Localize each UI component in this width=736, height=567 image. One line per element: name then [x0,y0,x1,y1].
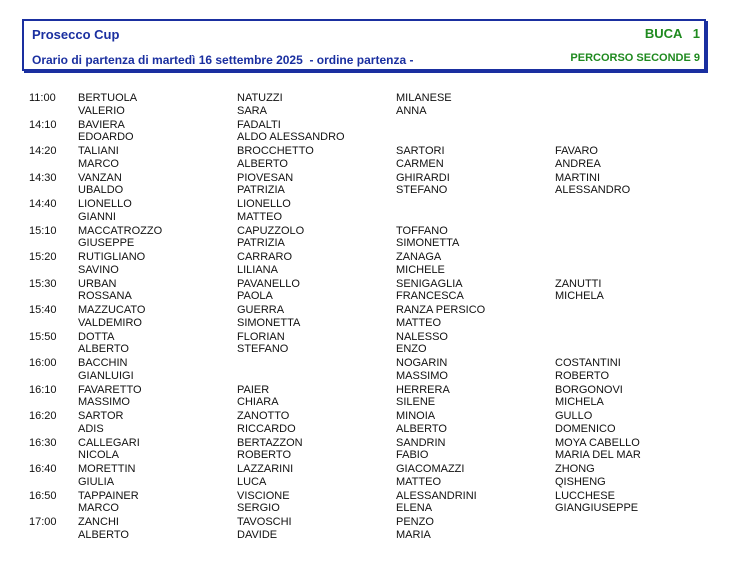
player-last-name: VANZAN [78,171,122,184]
player-entry [396,251,445,276]
tee-time-row [29,490,709,517]
player-first-name: VALDEMIRO [78,316,142,329]
player-last-name: BERTAZZON [237,436,303,449]
player-last-name: MARTINI [555,171,601,184]
player-entry [78,198,132,223]
player-last-name: MILANESE [396,92,452,104]
player-first-name: PAOLA [237,290,273,302]
player-entry [237,490,290,515]
player-last-name: COSTANTINI [555,357,621,369]
player-last-name: RUTIGLIANO [78,251,146,263]
player-last-name: BORGONOVI [555,383,623,396]
player-last-name: FAVARO [555,145,598,157]
player-last-name: GULLO [555,410,593,422]
player-entry [555,490,638,515]
player-entry [396,225,459,250]
player-last-name: CARRARO [237,251,293,263]
player-last-name: ALESSANDRINI [396,489,477,502]
player-entry [396,490,477,515]
player-last-name: ZANAGA [396,251,442,263]
player-last-name: PAVANELLO [237,277,300,290]
player-entry [555,145,601,170]
player-entry [396,410,447,435]
player-last-name: TALIANI [78,145,119,157]
player-last-name: SANDRIN [396,436,446,449]
player-last-name: NOGARIN [396,357,448,369]
tee-time-row [29,331,709,358]
player-entry [237,410,296,435]
player-last-name: SARTORI [396,145,445,157]
player-entry [78,490,139,515]
player-first-name: LILIANA [237,263,278,276]
player-last-name: PENZO [396,516,434,528]
tee-time: 16:20 [29,410,57,422]
tee-time-row [29,357,709,384]
player-last-name: LIONELLO [237,198,291,210]
player-last-name: CALLEGARI [78,436,140,449]
player-last-name: GIACOMAZZI [396,463,465,475]
player-first-name: MICHELA [555,396,604,408]
player-first-name: MARIA DEL MAR [555,449,641,461]
player-entry [237,172,293,197]
player-last-name: MINOIA [396,410,436,422]
player-first-name: SAVINO [78,263,119,276]
tee-time-row [29,119,709,146]
player-last-name: CAPUZZOLO [237,224,305,237]
player-first-name: LUCA [237,475,267,488]
player-first-name: ANNA [396,104,427,117]
tee-time: 15:40 [29,304,57,316]
player-last-name: LAZZARINI [237,463,294,475]
player-entry [555,357,621,382]
player-first-name: CHIARA [237,396,279,408]
player-entry [78,463,135,488]
player-first-name: ALBERTO [78,343,129,355]
player-entry [237,225,304,250]
player-last-name: SENIGAGLIA [396,277,463,290]
player-entry [555,463,606,488]
player-entry [555,172,630,197]
event-title: Prosecco Cup [32,27,120,42]
player-entry [396,278,464,303]
player-first-name: ROSSANA [78,290,132,302]
player-first-name: DOMENICO [555,422,616,435]
player-last-name: GUERRA [237,304,285,316]
player-first-name: MASSIMO [78,396,130,408]
player-entry [237,516,292,541]
player-entry [396,357,448,382]
player-first-name: MARCO [78,157,119,170]
tee-time-row [29,437,709,464]
header-box [22,19,706,71]
player-last-name: SARTOR [78,410,124,422]
player-last-name: FADALTI [237,118,281,131]
player-first-name: SIMONETTA [237,316,301,329]
tee-time: 16:40 [29,463,57,475]
player-first-name: MICHELA [555,290,604,302]
player-entry [396,463,464,488]
player-entry [396,331,448,356]
tee-time: 15:50 [29,330,57,343]
player-entry [555,278,604,303]
player-last-name: VISCIONE [237,489,290,502]
player-first-name: ENZO [396,343,427,355]
player-first-name: ROBERTO [237,449,291,461]
player-first-name: DAVIDE [237,528,278,541]
tee-time: 14:40 [29,198,57,210]
player-last-name: MAZZUCATO [78,304,146,316]
player-last-name: MACCATROZZO [78,224,163,237]
player-first-name: ELENA [396,502,433,514]
player-first-name: FRANCESCA [396,290,464,302]
player-entry [78,172,123,197]
tee-time: 14:20 [29,145,57,157]
player-entry [237,145,314,170]
player-entry [237,463,293,488]
player-first-name: ALBERTO [78,528,129,541]
player-first-name: ALDO ALESSANDRO [237,131,345,143]
player-last-name: TOFFANO [396,224,448,237]
tee-time-row [29,225,709,252]
player-last-name: GHIRARDI [396,171,450,184]
player-entry [78,119,134,144]
player-last-name: BACCHIN [78,357,128,369]
tee-time: 15:30 [29,277,57,290]
tee-time-row [29,251,709,278]
player-last-name: ZHONG [555,463,595,475]
player-last-name: TAPPAINER [78,489,139,502]
player-entry [396,145,445,170]
player-first-name: SILENE [396,396,436,408]
player-last-name: TAVOSCHI [237,516,292,528]
player-last-name: BERTUOLA [78,92,138,104]
player-last-name: NALESSO [396,330,448,343]
player-first-name: SIMONETTA [396,237,460,249]
player-last-name: FAVARETTO [78,383,142,396]
tee-time-row [29,198,709,225]
player-last-name: HERRERA [396,383,450,396]
player-first-name: EDOARDO [78,131,134,143]
player-first-name: MATTEO [396,475,442,488]
tee-time: 16:50 [29,489,57,502]
player-entry [555,384,623,409]
player-entry [396,384,450,409]
player-first-name: ALBERTO [396,422,447,435]
player-last-name: BAVIERA [78,118,125,131]
player-entry [78,278,132,303]
player-entry [396,437,446,462]
tee-time-row [29,384,709,411]
player-entry [78,251,145,276]
tee-time-row [29,92,709,119]
player-entry [396,172,450,197]
player-first-name: ANDREA [555,157,601,170]
player-entry [555,437,641,462]
player-first-name: PATRIZIA [237,237,285,249]
player-last-name: DOTTA [78,330,115,343]
course-label: PERCORSO SECONDE 9 [570,52,700,64]
player-first-name: MATTEO [237,210,283,223]
player-entry [78,331,129,356]
player-last-name: ZANCHI [78,516,119,528]
tee-time-row [29,172,709,199]
player-first-name: MARCO [78,502,119,514]
player-entry [396,92,452,117]
player-first-name: GIANLUIGI [78,369,134,382]
tee-time: 14:10 [29,118,57,131]
player-last-name: BROCCHETTO [237,145,314,157]
player-entry [78,304,145,329]
player-entry [78,357,134,382]
tee-time-row [29,145,709,172]
player-first-name: MARIA [396,528,431,541]
tee-time-row [29,304,709,331]
player-last-name: ZANOTTO [237,410,290,422]
schedule-subtitle: Orario di partenza di martedì 16 settembre 2025 - ordine partenza - [32,53,414,67]
player-entry [237,198,291,223]
player-first-name: NICOLA [78,449,119,461]
player-last-name: LIONELLO [78,198,132,210]
player-entry [396,516,434,541]
player-entry [237,119,345,144]
player-entry [78,410,123,435]
hole-label: BUCA 1 [644,26,700,41]
tee-time: 15:10 [29,224,57,237]
player-entry [237,251,292,276]
tee-time-row [29,463,709,490]
tee-time-row [29,516,709,543]
player-first-name: SARA [237,104,267,117]
player-entry [78,437,140,462]
player-first-name: GIANGIUSEPPE [555,502,639,514]
player-last-name: MORETTIN [78,463,136,475]
player-first-name: FABIO [396,449,429,461]
player-last-name: PIOVESAN [237,171,294,184]
tee-time: 16:10 [29,383,57,396]
player-first-name: RICCARDO [237,422,296,435]
player-entry [237,437,303,462]
player-first-name: MATTEO [396,316,442,329]
player-first-name: CARMEN [396,157,444,170]
tee-time-row [29,278,709,305]
player-last-name: RANZA PERSICO [396,304,486,316]
player-first-name: ROBERTO [555,369,609,382]
player-entry [237,304,300,329]
player-last-name: MOYA CABELLO [555,436,640,449]
player-entry [78,384,142,409]
tee-time: 14:30 [29,171,57,184]
player-entry [237,92,283,117]
player-entry [237,384,279,409]
tee-time: 15:20 [29,251,57,263]
player-first-name: ALBERTO [237,157,288,170]
player-last-name: ZANUTTI [555,277,602,290]
player-entry [78,145,119,170]
tee-time: 17:00 [29,516,57,528]
player-first-name: MASSIMO [396,369,448,382]
player-first-name: GIANNI [78,210,116,223]
player-last-name: FLORIAN [237,330,285,343]
player-first-name: SERGIO [237,502,280,514]
player-last-name: URBAN [78,277,117,290]
player-entry [237,278,300,303]
player-first-name: STEFANO [237,343,289,355]
player-first-name: VALERIO [78,104,125,117]
player-entry [78,92,137,117]
player-entry [396,304,485,329]
tee-time: 11:00 [29,92,56,104]
player-first-name: PATRIZIA [237,184,285,196]
player-last-name: PAIER [237,383,270,396]
player-first-name: GIUSEPPE [78,237,135,249]
tee-time-row [29,410,709,437]
player-first-name: ALESSANDRO [555,184,631,196]
player-first-name: MICHELE [396,263,445,276]
player-entry [237,331,288,356]
tee-time: 16:30 [29,436,57,449]
player-entry [555,410,616,435]
player-first-name: GIULIA [78,475,115,488]
player-last-name: LUCCHESE [555,489,615,502]
tee-time-list [29,92,709,543]
player-first-name: ADIS [78,422,104,435]
player-entry [78,516,129,541]
player-entry [78,225,162,250]
player-first-name: UBALDO [78,184,124,196]
tee-time: 16:00 [29,357,57,369]
player-last-name: NATUZZI [237,92,283,104]
player-first-name: STEFANO [396,184,448,196]
player-first-name: QISHENG [555,475,606,488]
